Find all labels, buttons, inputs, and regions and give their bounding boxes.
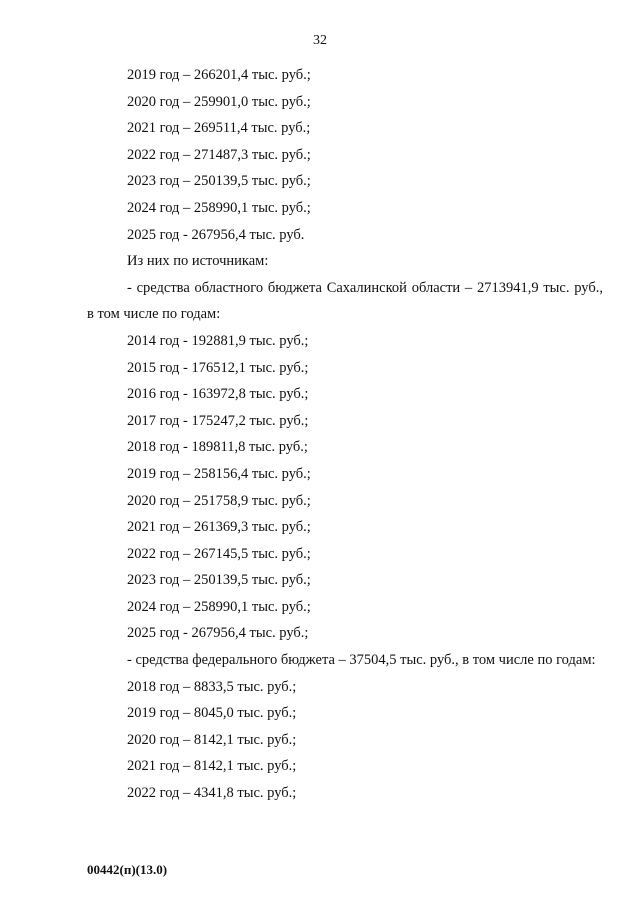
regional-budget-paragraph: - средства областного бюджета Сахалинской области – 2713941,9 тыс. руб., в том числе по годам: (87, 279, 603, 323)
list-item: 2022 год – 267145,5 тыс. руб.; (127, 545, 311, 562)
list-item: 2021 год – 8142,1 тыс. руб.; (127, 758, 297, 775)
list-item: 2016 год - 163972,8 тыс. руб.; (127, 386, 309, 403)
list-item: 2023 год – 250139,5 тыс. руб.; (127, 173, 311, 190)
document-body (87, 62, 603, 807)
list-item: 2018 год – 8833,5 тыс. руб.; (127, 678, 297, 695)
list-item: 2021 год – 261369,3 тыс. руб.; (127, 519, 311, 536)
list-item: 2018 год - 189811,8 тыс. руб.; (127, 439, 308, 456)
list-item: 2019 год – 258156,4 тыс. руб.; (127, 465, 311, 482)
list-item: 2025 год - 267956,4 тыс. руб. (127, 226, 305, 243)
list-item: 2025 год - 267956,4 тыс. руб.; (127, 625, 309, 642)
list-item: 2020 год – 8142,1 тыс. руб.; (127, 731, 297, 748)
list-item: 2021 год – 269511,4 тыс. руб.; (127, 120, 311, 137)
list-item: 2015 год - 176512,1 тыс. руб.; (127, 359, 309, 376)
list-item: 2020 год – 259901,0 тыс. руб.; (127, 93, 311, 110)
document-code: 00442(п)(13.0) (87, 862, 168, 877)
list-item: 2023 год – 250139,5 тыс. руб.; (127, 572, 311, 589)
page-number: 32 (313, 33, 327, 48)
list-item: 2022 год – 4341,8 тыс. руб.; (127, 785, 297, 802)
list-item: 2019 год – 8045,0 тыс. руб.; (127, 705, 297, 722)
federal-budget-paragraph: - средства федерального бюджета – 37504,5 тыс. руб., в том числе по годам: (127, 652, 596, 669)
list-item: 2014 год - 192881,9 тыс. руб.; (127, 332, 309, 349)
funding-list-total (87, 62, 603, 248)
list-item: 2022 год – 271487,3 тыс. руб.; (127, 146, 311, 163)
list-item: 2019 год – 266201,4 тыс. руб.; (127, 67, 311, 83)
sources-heading: Из них по источникам: (127, 253, 269, 270)
funding-list-regional (87, 328, 603, 647)
list-item: 2024 год – 258990,1 тыс. руб.; (127, 598, 311, 615)
funding-list-federal (87, 674, 603, 807)
list-item: 2024 год – 258990,1 тыс. руб.; (127, 199, 311, 216)
list-item: 2017 год - 175247,2 тыс. руб.; (127, 412, 309, 429)
list-item: 2020 год – 251758,9 тыс. руб.; (127, 492, 311, 509)
